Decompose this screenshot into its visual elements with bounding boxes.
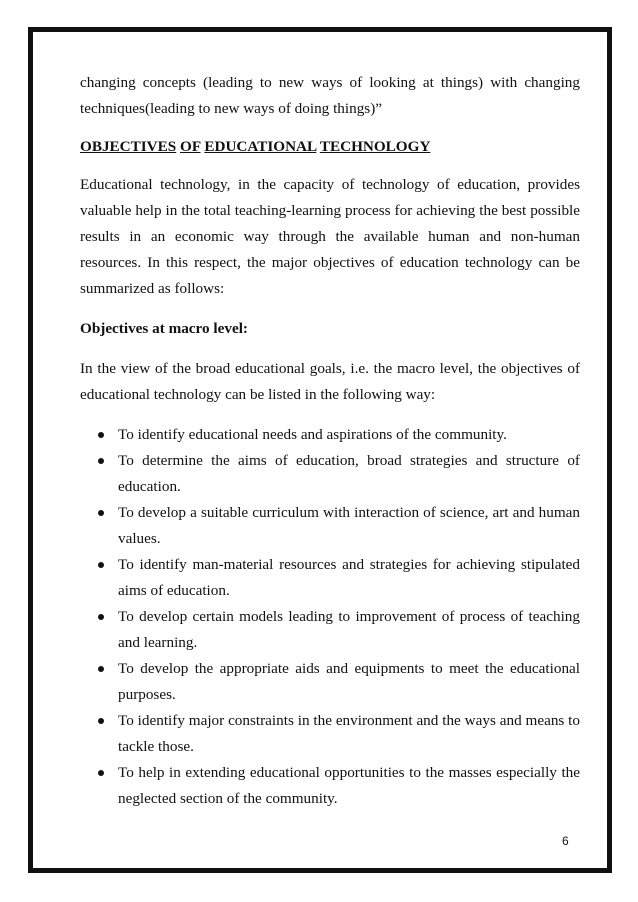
heading-word-educational: EDUCATIONAL (204, 138, 317, 155)
bullet-icon (98, 458, 104, 464)
list-item: To determine the aims of education, broad strategies and structure of education. (98, 448, 580, 500)
list-item: To develop certain models leading to improvement of process of teaching and learning. (98, 604, 580, 656)
bullet-icon (98, 510, 104, 516)
section-heading (80, 134, 580, 160)
bullet-icon (98, 718, 104, 724)
list-item: To develop a suitable curriculum with interaction of science, art and human values. (98, 500, 580, 552)
list-item: To identify educational needs and aspirations of the community. (98, 422, 580, 448)
document-body (80, 70, 580, 812)
intro-paragraph: changing concepts (leading to new ways of looking at things) with changing techniques(leading to new ways of doing things)” (80, 74, 580, 117)
macro-level-paragraph: In the view of the broad educational goals, i.e. the macro level, the objectives of educational technology can be listed in the following way: (80, 360, 580, 403)
objectives-paragraph: Educational technology, in the capacity of technology of education, provides valuable help in the total teaching-learning process for achieving the best possible results in an economic way through the available human and non-human resources. In this respect, the major objectives of education technology can be summarized as follows: (80, 176, 580, 297)
list-item: To identify major constraints in the environment and the ways and means to tackle those. (98, 708, 580, 760)
list-item: To develop the appropriate aids and equipments to meet the educational purposes. (98, 656, 580, 708)
heading-word-of: OF (180, 138, 201, 155)
heading-word-objectives: OBJECTIVES (80, 138, 177, 155)
bullet-icon (98, 614, 104, 620)
bullet-icon (98, 432, 104, 438)
bullet-icon (98, 770, 104, 776)
heading-word-technology: TECHNOLOGY (319, 138, 431, 155)
list-item: To help in extending educational opportunities to the masses especially the neglected section of the community. (98, 760, 580, 812)
macro-level-subheading: Objectives at macro level: (80, 320, 248, 337)
objectives-list (80, 422, 580, 812)
page-number: 6 (562, 834, 569, 848)
bullet-icon (98, 666, 104, 672)
list-item: To identify man-material resources and strategies for achieving stipulated aims of education. (98, 552, 580, 604)
bullet-icon (98, 562, 104, 568)
